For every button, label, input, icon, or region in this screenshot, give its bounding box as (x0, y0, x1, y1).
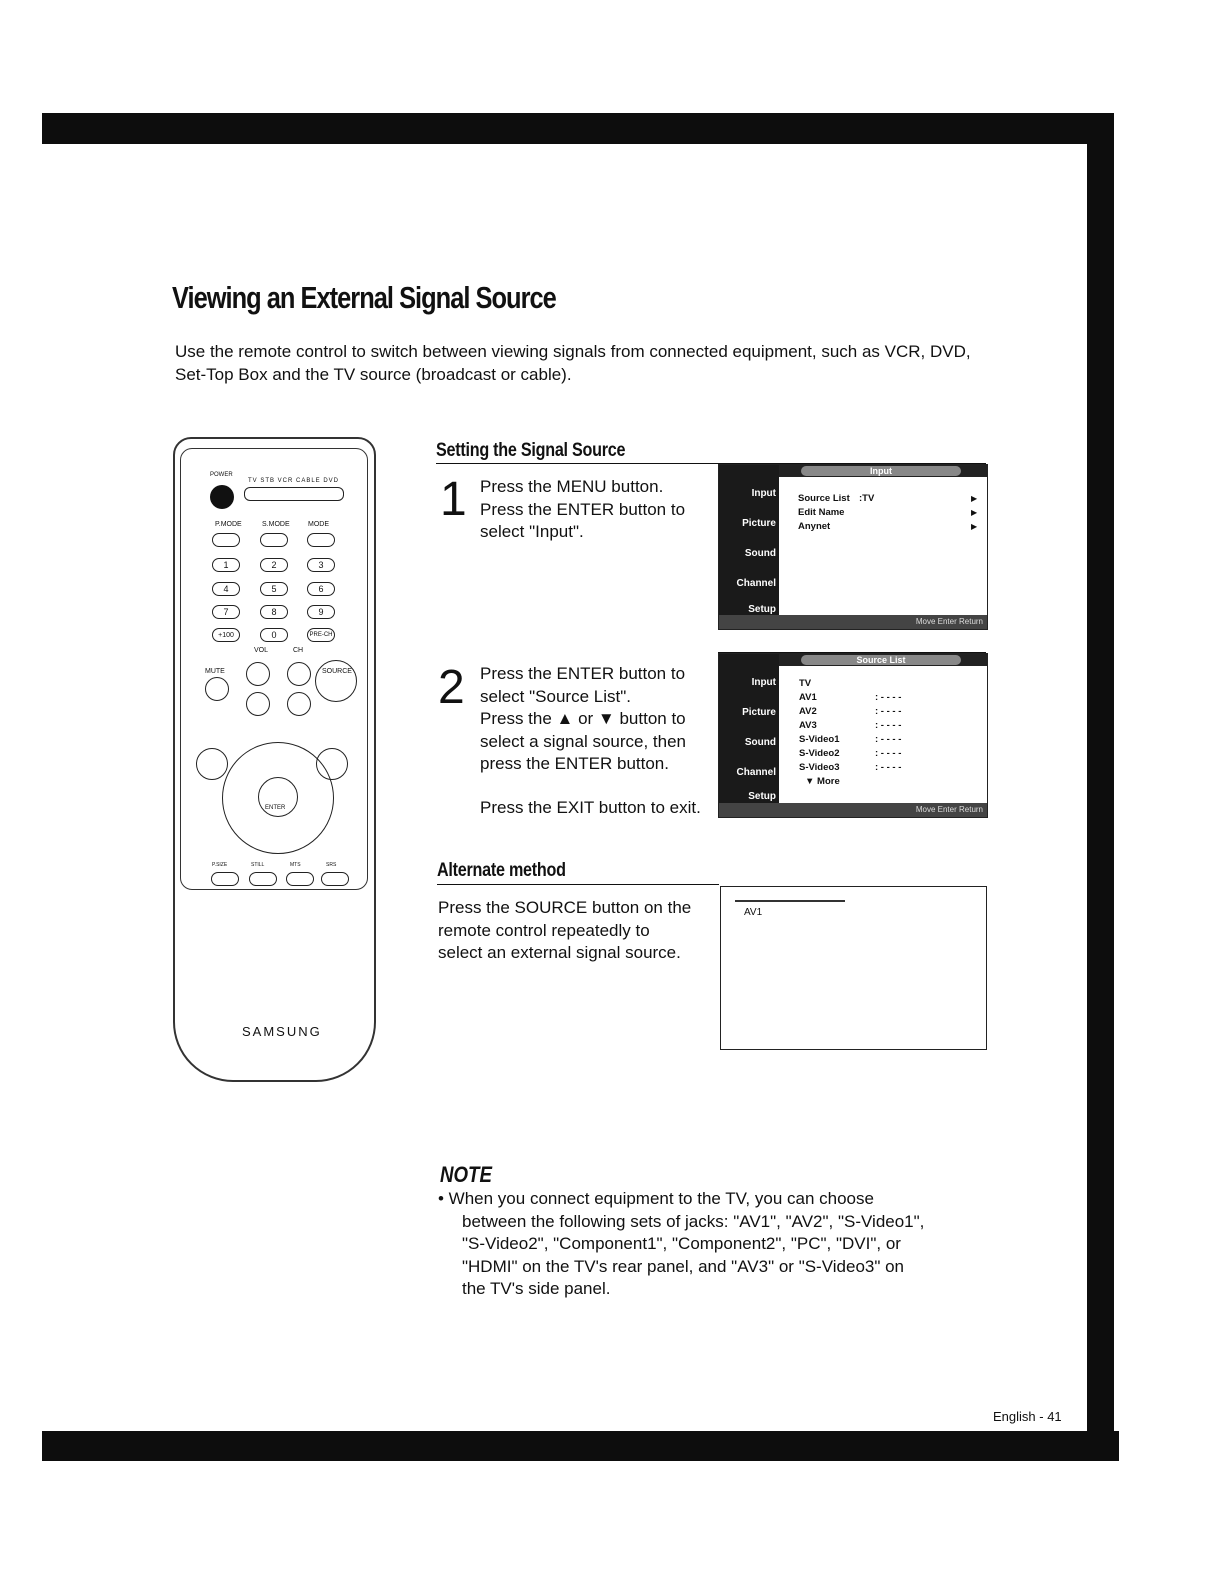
remote-power-button (210, 485, 234, 509)
osd-footer: Move Enter Return (719, 615, 987, 629)
osd-source-item: AV1 (799, 692, 817, 703)
osd-source-value: : - - - - (875, 692, 902, 703)
remote-source-label: SOURCE (322, 668, 352, 675)
step-2-line: Press the ▲ or ▼ button to (480, 709, 686, 728)
step-1-text (480, 476, 710, 544)
remote-number-4: 4 (212, 582, 240, 596)
osd-tab-input: Input (751, 677, 776, 688)
osd-source-value: : - - - - (875, 706, 902, 717)
remote-number-2: 2 (260, 558, 288, 572)
alternate-heading: Alternate method (437, 860, 566, 881)
remote-mode-labels: TV STB VCR CABLE DVD (248, 478, 340, 484)
step-2-line: press the ENTER button. (480, 754, 669, 773)
source-display-label: AV1 (744, 907, 763, 918)
intro-paragraph: Use the remote control to switch between viewing signals from connected equipment, such as VCR, DVD, Set-Top Box and the TV source (broadcast or cable). (175, 342, 971, 384)
step-2-line: select "Source List". (480, 686, 631, 706)
osd-source-value: : - - - - (875, 748, 902, 759)
osd-tab-setup: Setup (748, 791, 776, 802)
remote-smode-button (260, 533, 288, 547)
remote-mts-label: MTS (290, 862, 301, 868)
osd-tab-channel: Channel (736, 578, 776, 589)
osd-header-title: Input (801, 466, 961, 476)
remote-ch-up-button (287, 662, 311, 686)
step-2-line: Press the ENTER button to (480, 664, 686, 683)
source-display-screenshot (720, 886, 987, 1050)
remote-srs-button (321, 872, 349, 886)
page-title: Viewing an External Signal Source (172, 280, 556, 315)
osd-tab-column (719, 465, 779, 629)
alternate-heading-rule (437, 884, 719, 885)
remote-mute-label: MUTE (205, 668, 225, 675)
remote-mute-button (205, 677, 229, 701)
osd-source-value: : - - - - (875, 762, 902, 773)
remote-number-3: 3 (307, 558, 335, 572)
remote-number-100: +100 (212, 628, 240, 642)
step-2-text (480, 663, 715, 776)
step-1-line: Press the ENTER button to (480, 499, 686, 519)
remote-enter-label: ENTER (265, 805, 286, 811)
alternate-text (438, 897, 718, 965)
osd-tab-picture: Picture (742, 518, 776, 529)
osd-source-value: : - - - - (875, 734, 902, 745)
step-1-line: Press the MENU button. (480, 477, 664, 496)
osd-tab-sound: Sound (744, 548, 776, 559)
remote-number-6: 6 (307, 582, 335, 596)
remote-still-label: STILL (251, 862, 265, 868)
step-2-exit-text: Press the EXIT button to exit. (480, 798, 701, 817)
note-line: • When you connect equipment to the TV, you can choose (438, 1189, 874, 1208)
osd-footer: Move Enter Return (719, 803, 987, 817)
alternate-line: remote control repeatedly to (438, 920, 650, 940)
osd-source-value: : - - - - (875, 720, 902, 731)
remote-brand-logo: SAMSUNG (242, 1024, 322, 1039)
step-1-number: 1 (440, 473, 467, 526)
osd-tab-channel: Channel (736, 767, 776, 778)
osd-input-menu-screenshot (718, 464, 988, 630)
remote-number-8: 8 (260, 605, 288, 619)
osd-source-item: AV3 (799, 720, 817, 731)
remote-vol-label: VOL (254, 647, 269, 654)
bottom-black-bar (42, 1431, 1119, 1461)
remote-srs-label: SRS (326, 862, 337, 868)
step-2-line: select a signal source, then (480, 731, 687, 751)
remote-enter-button (258, 777, 298, 817)
osd-item-label: Anynet (798, 521, 831, 532)
remote-source-button (315, 660, 357, 702)
osd-item-label: Edit Name (798, 507, 845, 518)
step-1-line: select "Input". (480, 522, 584, 541)
osd-tab-sound: Sound (744, 737, 776, 748)
osd-tab-column (719, 654, 779, 817)
remote-number-5: 5 (260, 582, 288, 596)
osd-source-item: S-Video1 (799, 734, 840, 745)
note-text (438, 1188, 986, 1301)
osd-arrow-icon: ▶ (971, 508, 978, 517)
note-line: the TV's side panel. (462, 1279, 611, 1298)
remote-pmode-button (212, 533, 240, 547)
remote-number-9: 9 (307, 605, 335, 619)
remote-ch-label: CH (293, 647, 304, 654)
osd-tab-picture: Picture (742, 707, 776, 718)
alternate-line: select an external signal source. (438, 943, 681, 962)
remote-psize-button (211, 872, 239, 886)
osd-tab-setup: Setup (748, 604, 776, 615)
step-2-number: 2 (438, 661, 465, 714)
note-line: "HDMI" on the TV's rear panel, and "AV3" or "S-Video3" on (462, 1256, 905, 1276)
osd-source-item: TV (799, 678, 812, 689)
osd-source-item: S-Video3 (799, 762, 840, 773)
osd-arrow-icon: ▶ (971, 494, 978, 503)
osd-header-title: Source List (801, 655, 961, 665)
remote-number-0: 0 (260, 628, 288, 642)
right-black-bar (1087, 113, 1114, 1431)
remote-vol-down-button (246, 692, 270, 716)
setting-heading-rule (436, 463, 718, 464)
osd-tab-input: Input (751, 488, 776, 499)
remote-number-7: 7 (212, 605, 240, 619)
remote-number-1: 1 (212, 558, 240, 572)
note-heading: NOTE (440, 1162, 492, 1187)
osd-source-item: S-Video2 (799, 748, 840, 759)
top-black-bar (42, 113, 1114, 144)
remote-power-label: POWER (210, 472, 233, 478)
remote-mode-switch (244, 487, 344, 501)
remote-mode-button (307, 533, 335, 547)
remote-vol-up-button (246, 662, 270, 686)
remote-mode-label: MODE (308, 521, 329, 528)
remote-exit-button (316, 748, 348, 780)
alternate-line: Press the SOURCE button on the (438, 898, 692, 917)
osd-item-label: Source List (798, 493, 850, 504)
osd-item-value: :TV (859, 493, 875, 504)
note-line: between the following sets of jacks: "AV1", "AV2", "S-Video1", (462, 1211, 925, 1231)
remote-smode-label: S.MODE (262, 521, 290, 528)
note-line: "S-Video2", "Component1", "Component2", "PC", "DVI", or (462, 1234, 901, 1253)
remote-menu-button (196, 748, 228, 780)
remote-mts-button (286, 872, 314, 886)
remote-ch-down-button (287, 692, 311, 716)
osd-source-item: AV2 (799, 706, 817, 717)
remote-prech-button: PRE-CH (307, 628, 335, 642)
osd-source-list-screenshot (718, 653, 988, 818)
setting-heading: Setting the Signal Source (436, 440, 626, 461)
remote-psize-label: P.SIZE (212, 862, 228, 868)
remote-pmode-label: P.MODE (215, 521, 242, 528)
osd-more-item: ▼ More (805, 776, 840, 787)
source-display-bar (735, 900, 845, 902)
page-number: English - 41 (993, 1409, 1062, 1424)
remote-still-button (249, 872, 277, 886)
osd-arrow-icon: ▶ (971, 522, 978, 531)
